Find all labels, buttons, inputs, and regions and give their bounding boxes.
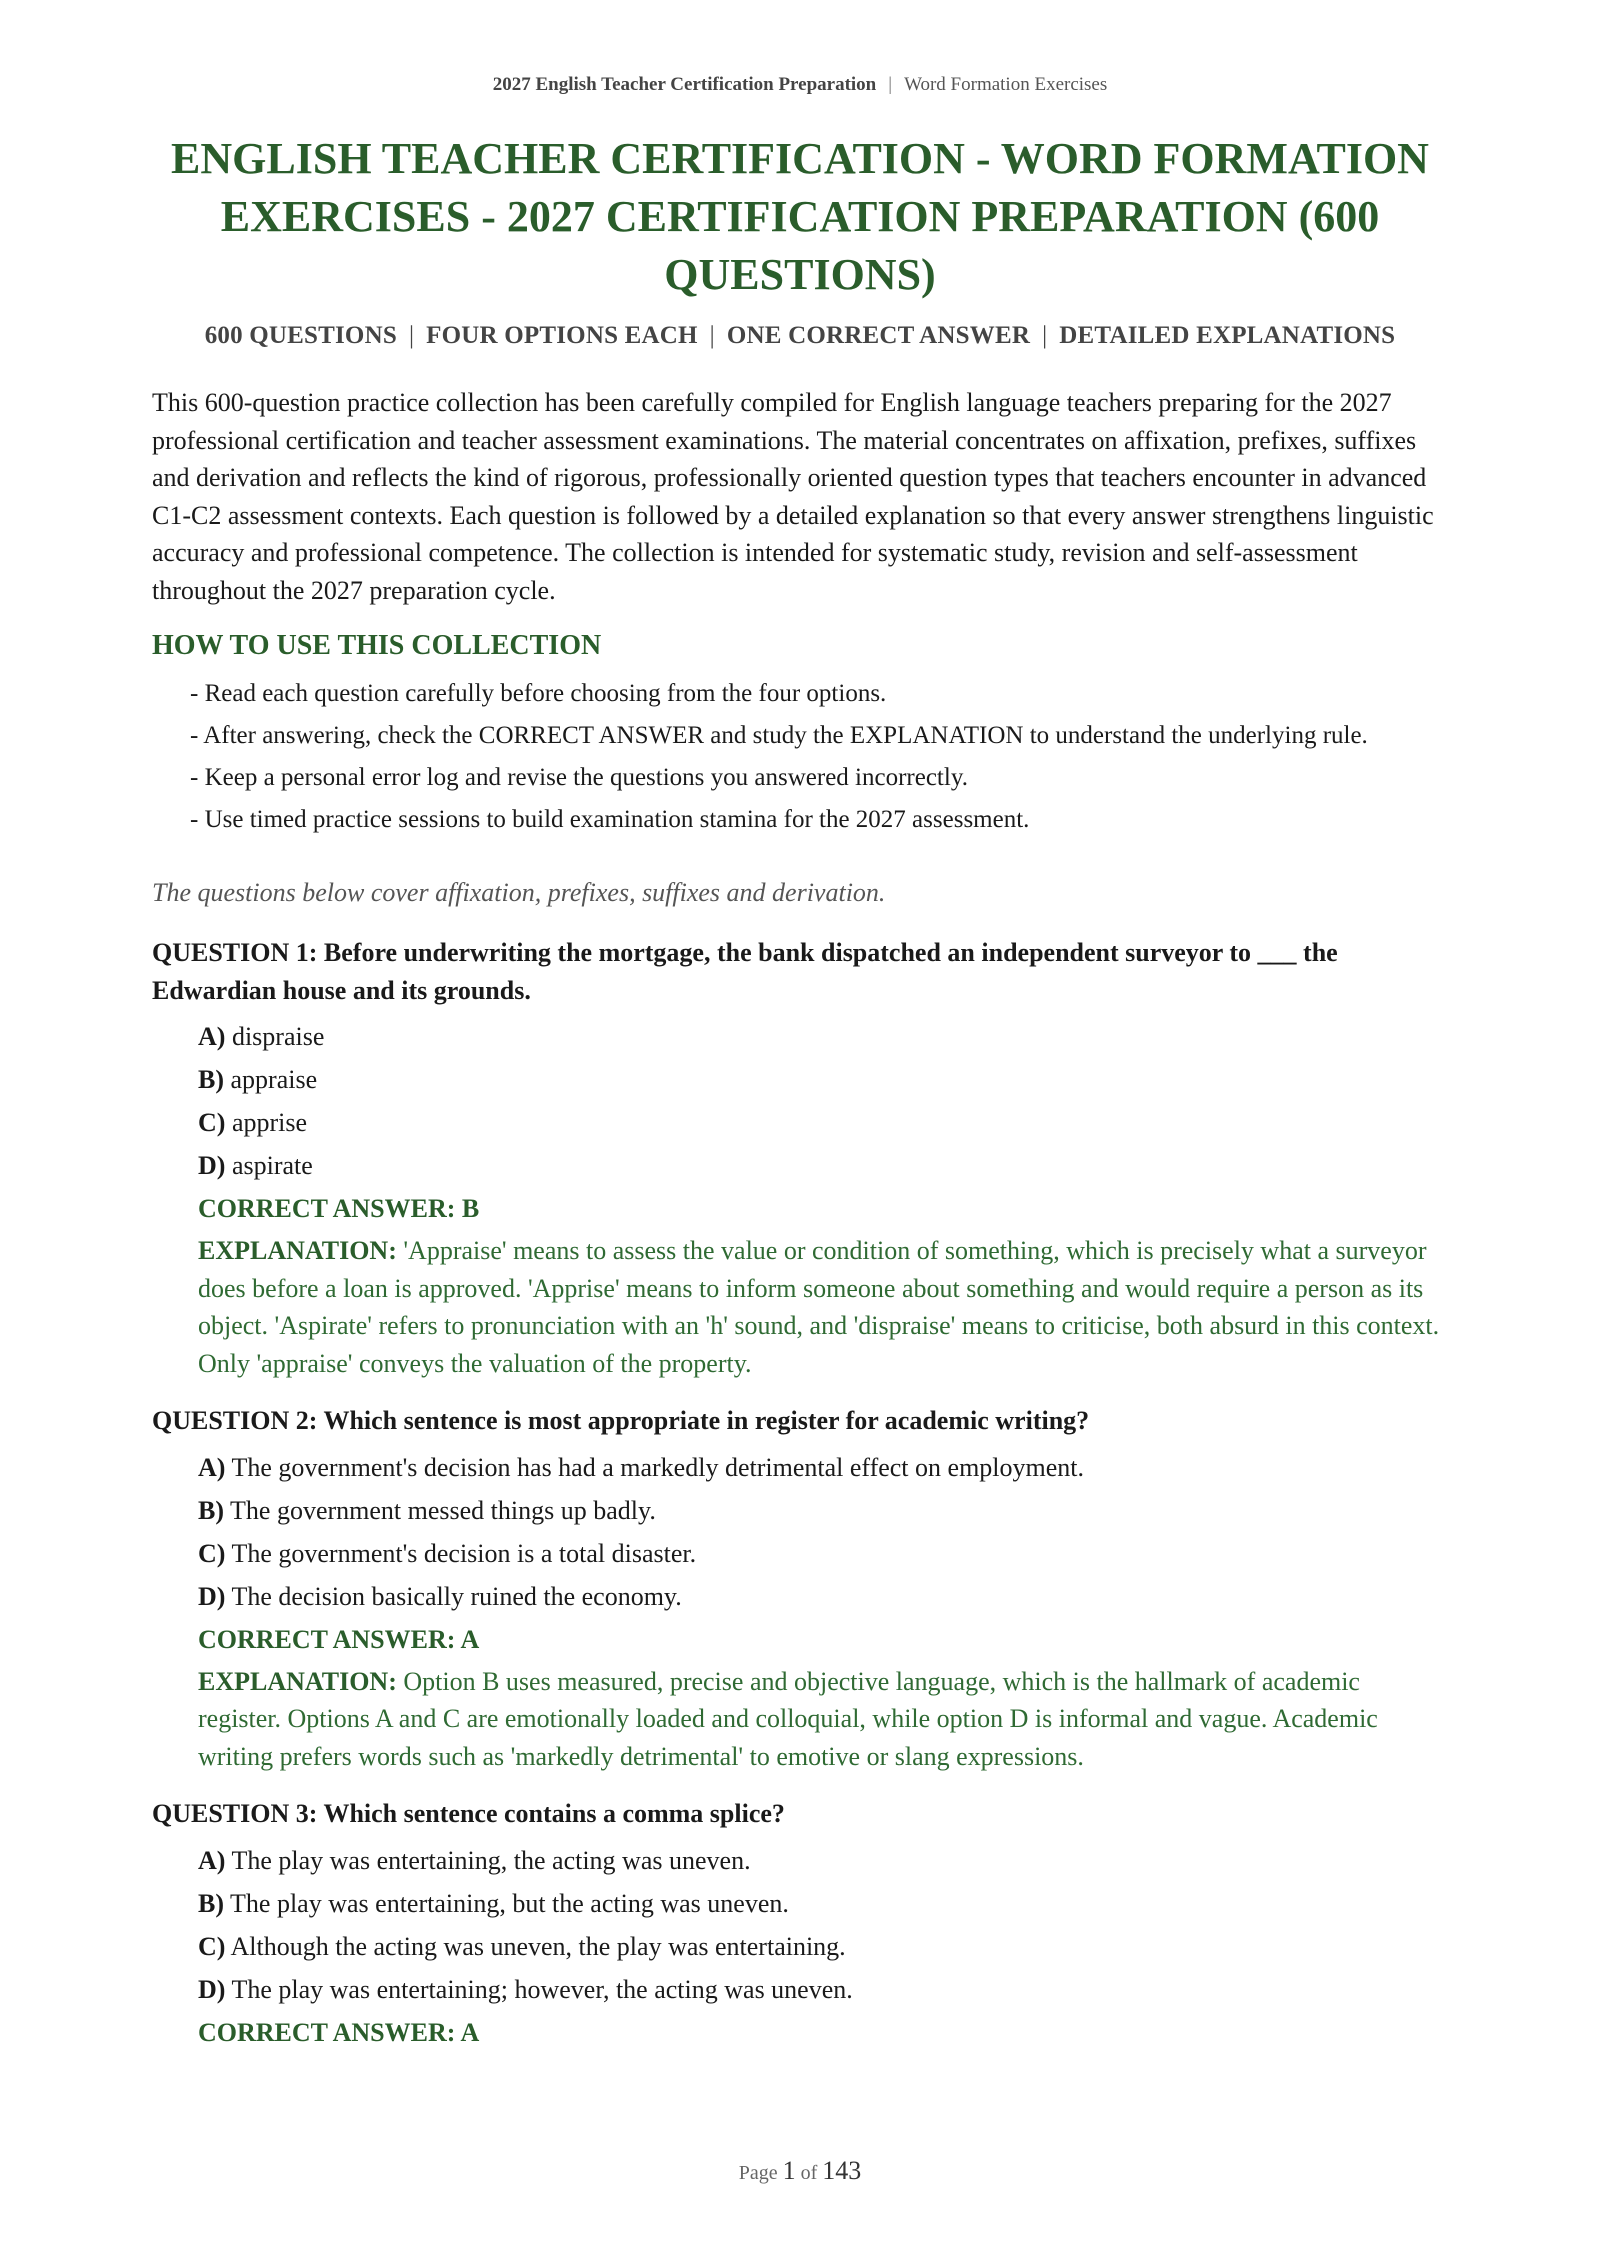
option-list bbox=[152, 1446, 1448, 1618]
list-item: - Use timed practice sessions to build examination stamina for the 2027 assessment. bbox=[190, 806, 1030, 833]
question-3 bbox=[152, 1795, 1448, 2054]
subtitle-item: 600 QUESTIONS bbox=[204, 322, 397, 349]
subtitle-separator: | bbox=[408, 322, 415, 349]
intro-paragraph: This 600-question practice collection has been carefully compiled for English language teachers preparing for the 2027 professional certification and teacher assessment examinations. The material concentrates on affixation, prefixes, suffixes and derivation and reflects the kind of rigorous, professionally oriented question types that teachers encounter in advanced C1-C2 assessment contexts. Each question is followed by a detailed explanation so that every answer strengthens linguistic accuracy and professional competence. The collection is intended for systematic study, revision and self-assessment throughout the 2027 preparation cycle. bbox=[152, 388, 1434, 605]
option-list bbox=[152, 1839, 1448, 2011]
list-item: - Read each question carefully before choosing from the four options. bbox=[190, 680, 887, 707]
subtitle-separator: | bbox=[709, 322, 715, 349]
list-item: - Keep a personal error log and revise the questions you answered incorrectly. bbox=[190, 764, 968, 791]
option-b: B) appraise bbox=[198, 1065, 318, 1094]
subtitle bbox=[152, 322, 1448, 350]
option-a: A) The government's decision has had a markedly detrimental effect on employment. bbox=[198, 1452, 1085, 1482]
header-section-title: Word Formation Exercises bbox=[904, 74, 1108, 95]
correct-answer: CORRECT ANSWER: B bbox=[198, 1194, 480, 1223]
question-stem: QUESTION 2: Which sentence is most appropriate in register for academic writing? bbox=[152, 1406, 1090, 1435]
subtitle-item: ONE CORRECT ANSWER bbox=[726, 322, 1031, 349]
question-stem: QUESTION 3: Which sentence contains a comma splice? bbox=[152, 1799, 785, 1828]
option-a: A) dispraise bbox=[198, 1022, 325, 1051]
how-to-use-heading: HOW TO USE THIS COLLECTION bbox=[152, 630, 602, 661]
option-d: D) aspirate bbox=[198, 1151, 313, 1180]
correct-answer: CORRECT ANSWER: A bbox=[198, 1624, 480, 1654]
option-c: C) The government's decision is a total disaster. bbox=[198, 1538, 697, 1568]
list-item: - After answering, check the CORRECT ANSWER and study the EXPLANATION to understand the underlying rule. bbox=[190, 722, 1368, 749]
option-d: D) The decision basically ruined the economy. bbox=[198, 1581, 682, 1611]
page-word: Page bbox=[738, 2162, 778, 2184]
option-list bbox=[152, 1015, 1448, 1187]
coverage-note: The questions below cover affixation, prefixes, suffixes and derivation. bbox=[152, 878, 886, 907]
option-c: C) Although the acting was uneven, the play was entertaining. bbox=[198, 1931, 846, 1961]
option-c: C) apprise bbox=[198, 1108, 308, 1137]
correct-answer: CORRECT ANSWER: A bbox=[198, 2017, 480, 2047]
option-a: A) The play was entertaining, the acting was uneven. bbox=[198, 1845, 751, 1875]
running-header bbox=[0, 74, 1600, 96]
page-footer bbox=[0, 2156, 1600, 2186]
subtitle-item: DETAILED EXPLANATIONS bbox=[1059, 322, 1396, 349]
option-b: B) The play was entertaining, but the acting was uneven. bbox=[198, 1888, 789, 1918]
page-title: ENGLISH TEACHER CERTIFICATION - WORD FORMATION EXERCISES - 2027 CERTIFICATION PREPARATION (600 QUESTIONS) bbox=[171, 134, 1429, 299]
question-1 bbox=[152, 934, 1448, 1382]
header-document-title: 2027 English Teacher Certification Preparation bbox=[492, 74, 877, 95]
option-d: D) The play was entertaining; however, the acting was uneven. bbox=[198, 1974, 853, 2004]
option-b: B) The government messed things up badly. bbox=[198, 1495, 656, 1525]
page-number: 1 bbox=[782, 2156, 796, 2185]
header-separator: | bbox=[888, 74, 893, 95]
subtitle-item: FOUR OPTIONS EACH bbox=[426, 322, 698, 349]
page-total: 143 bbox=[822, 2156, 862, 2185]
explanation: EXPLANATION: 'Appraise' means to assess the value or condition of something, which is precisely what a surveyor does before a loan is approved. 'Apprise' means to inform someone about something and would require a person as its object. 'Aspirate' refers to pronunciation with an 'h' sound, and 'dispraise' means to criticise, both absurd in this context. Only 'appraise' conveys the valuation of the property. bbox=[198, 1236, 1440, 1378]
of-word: of bbox=[800, 2162, 818, 2184]
how-to-use-list bbox=[190, 676, 1430, 844]
subtitle-separator: | bbox=[1042, 322, 1048, 349]
explanation: EXPLANATION: Option B uses measured, precise and objective language, which is the hallmark of academic register. Options A and C are emotionally loaded and colloquial, while option D is informal and vague. Academic writing prefers words such as 'markedly detrimental' to emotive or slang expressions. bbox=[198, 1666, 1378, 1771]
question-stem: QUESTION 1: Before underwriting the mortgage, the bank dispatched an independent surveyor to ___ the Edwardian house and its grounds. bbox=[152, 938, 1338, 1005]
question-2 bbox=[152, 1402, 1448, 1775]
